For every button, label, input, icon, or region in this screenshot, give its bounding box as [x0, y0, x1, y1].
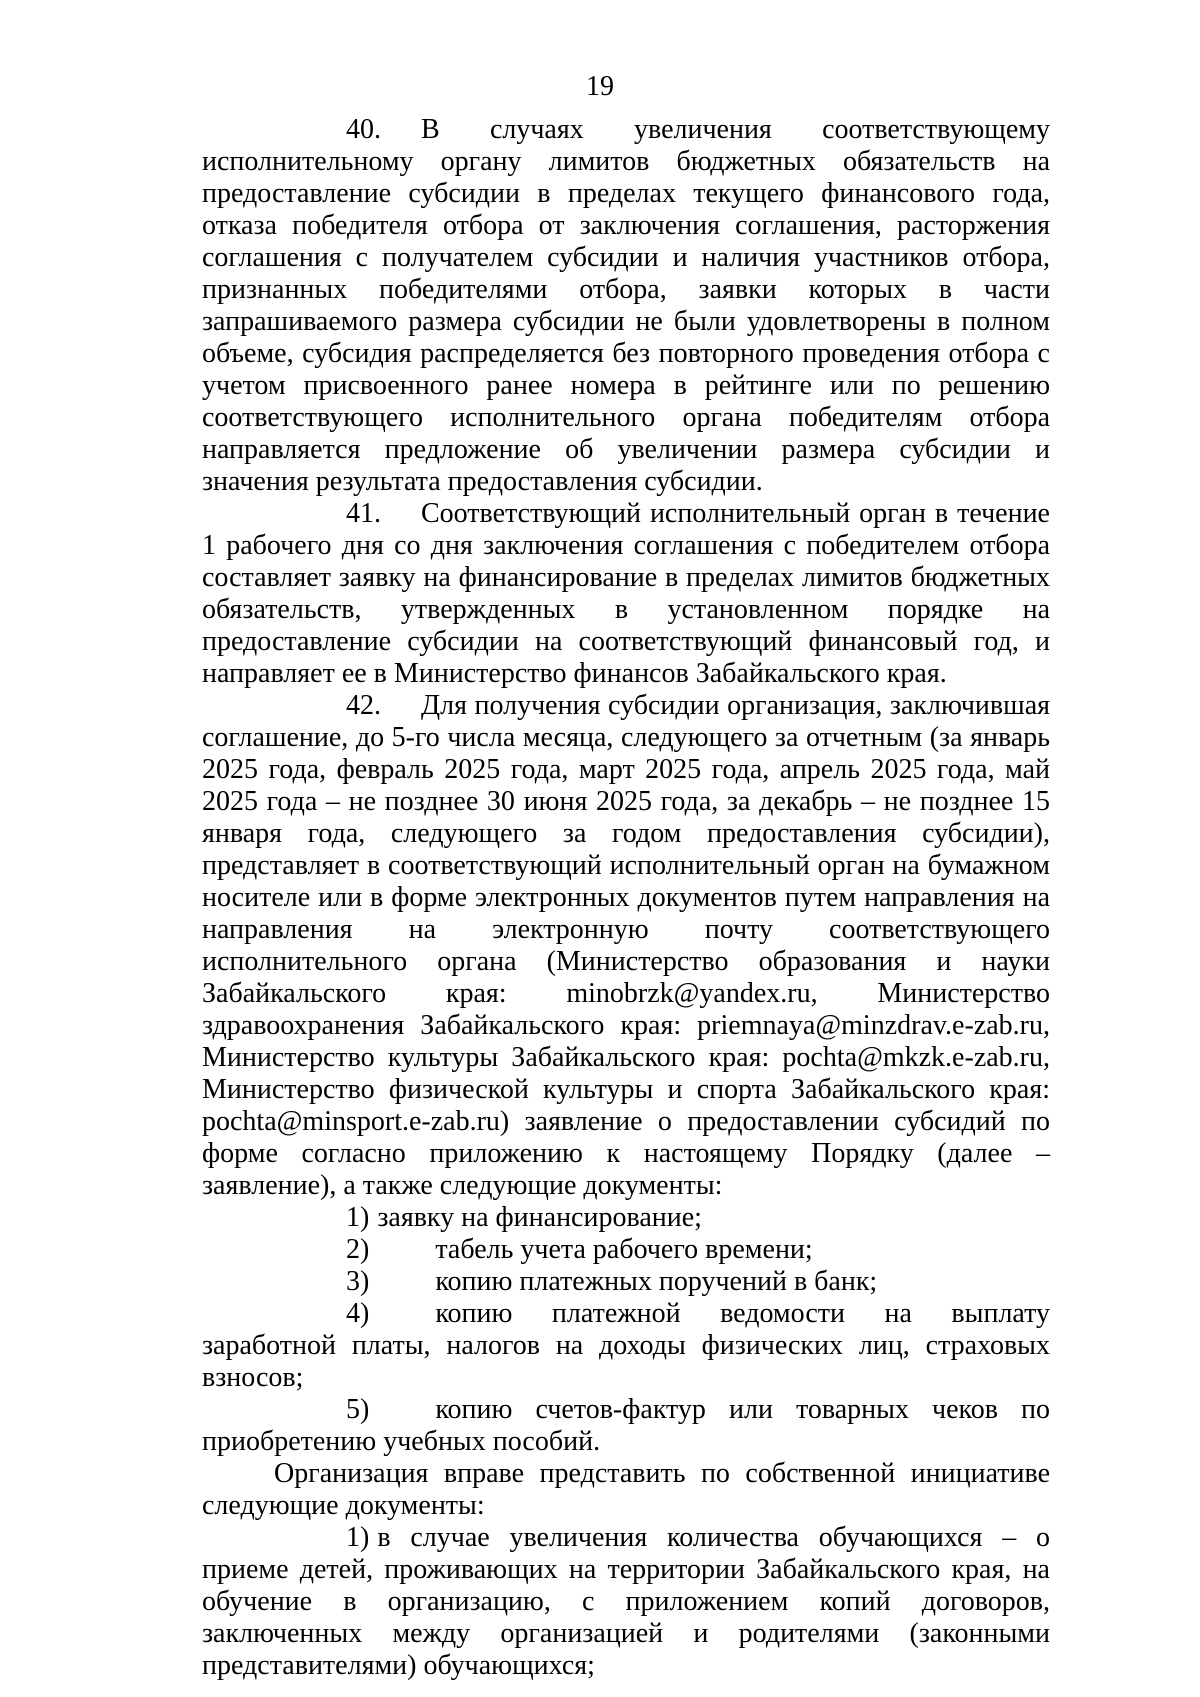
paragraph-number: 40.: [346, 114, 381, 145]
paragraph-number: 41.: [346, 498, 381, 529]
list-text: копию платежных поручений в банк;: [435, 1266, 878, 1297]
document-body: [202, 114, 1050, 1682]
paragraph-text: Для получения субсидии организация, заключившая соглашение, до 5-го числа месяца, следующего за отчетным (за январь 2025 года, февраль 2025 года, март 2025 года, апрель 2025 года, май 2025 года – не позднее 30 июня 2025 года, за декабрь – не позднее 15 января года, следующего за годом предоставления субсидии), представляет в соответствующий исполнительный орган на бумажном носителе или в форме электронных документов путем направления на направления на электронную почту соответствующего исполнительного органа (Министерство образования и науки Забайкальского края: minobrzk@yandex.ru, Министерство здравоохранения Забайкальского края: priemnaya@minzdrav.e-zab.ru, Министерство культуры Забайкальского края: pochta@mkzk.e-zab.ru, Министерство физической культуры и спорта Забайкальского края: pochta@minsport.e-zab.ru) заявление о предоставлении субсидий по форме согласно приложению к настоящему Порядку (далее – заявление), а также следующие документы:: [202, 690, 1050, 1201]
list-item: [202, 1234, 1050, 1266]
list-text: копию счетов-фактур или товарных чеков по приобретению учебных пособий.: [202, 1394, 1050, 1457]
list-item: [202, 1394, 1050, 1458]
list-text: в случае увеличения количества обучающихся – о приеме детей, проживающих на территории Забайкальского края, на обучение в организацию, с приложением копий договоров, заключенных между организацией и родителями (законными представителями) обучающихся;: [202, 1522, 1050, 1681]
list-number: 2): [346, 1234, 370, 1265]
list-text: табель учета рабочего времени;: [435, 1234, 813, 1265]
paragraph-42: [202, 690, 1050, 1202]
list-item: [202, 1298, 1050, 1394]
list-number: 1): [346, 1522, 370, 1553]
paragraph-text: В случаях увеличения соответствующему исполнительному органу лимитов бюджетных обязательств на предоставление субсидии в пределах текущего финансового года, отказа победителя отбора от заключения соглашения, расторжения соглашения с получателем субсидии и наличия участников отбора, признанных победителями отбора, заявки которых в части запрашиваемого размера субсидии не были удовлетворены в полном объеме, субсидия распределяется без повторного проведения отбора с учетом присвоенного ранее номера в рейтинге или по решению соответствующего исполнительного органа победителям отбора направляется предложение об увеличении размера субсидии и значения результата предоставления субсидии.: [202, 114, 1050, 497]
paragraph-41: [202, 498, 1050, 690]
list-number: 4): [346, 1298, 370, 1329]
list-number: 3): [346, 1266, 370, 1297]
page-number: 19: [586, 71, 614, 102]
paragraph-text: Организация вправе представить по собственной инициативе следующие документы:: [202, 1458, 1050, 1521]
list-number: 5): [346, 1394, 370, 1425]
paragraph-number: 42.: [346, 690, 381, 721]
paragraph-org-right: [202, 1458, 1050, 1522]
paragraph-text: Соответствующий исполнительный орган в течение 1 рабочего дня со дня заключения соглашения с победителем отбора составляет заявку на финансирование в пределах лимитов бюджетных обязательств, утвержденных в установленном порядке на предоставление субсидии на соответствующий финансовый год, и направляет ее в Министерство финансов Забайкальского края.: [202, 498, 1050, 689]
list-item: [202, 1202, 1050, 1234]
paragraph-40: [202, 114, 1050, 498]
list-item: [202, 1266, 1050, 1298]
list-item: [202, 1522, 1050, 1682]
list-number: 1): [346, 1202, 370, 1233]
list-text: заявку на финансирование;: [377, 1202, 702, 1233]
list-text: копию платежной ведомости на выплату заработной платы, налогов на доходы физических лиц, страховых взносов;: [202, 1298, 1050, 1393]
